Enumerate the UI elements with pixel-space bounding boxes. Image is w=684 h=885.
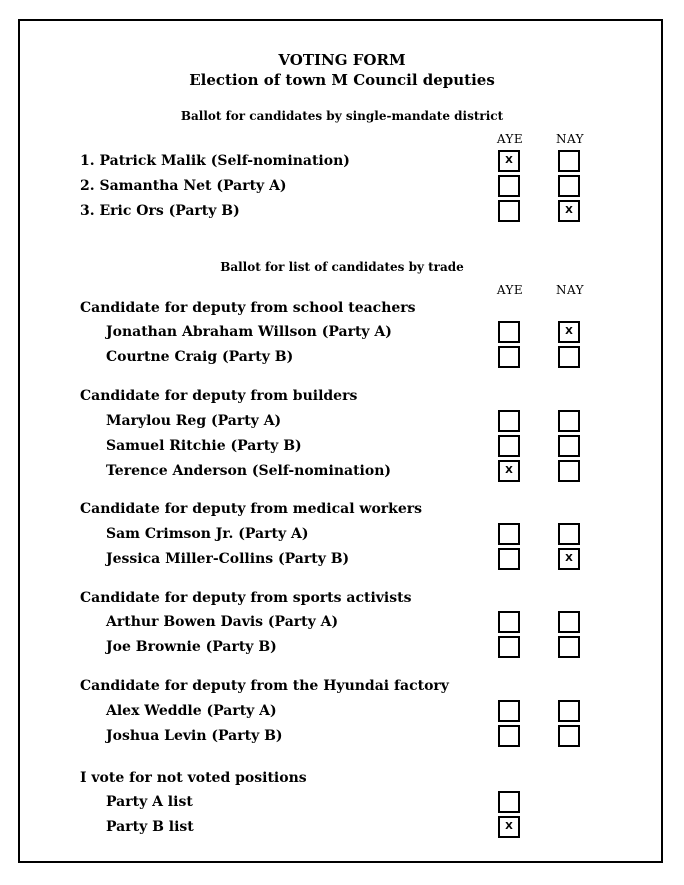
nay-checkbox[interactable]: X: [558, 321, 580, 343]
candidate-row-label: Samuel Ritchie (Party B): [106, 438, 302, 454]
aye-checkbox[interactable]: X: [498, 150, 520, 172]
candidate-row-label: Courtne Craig (Party B): [106, 349, 294, 365]
candidate-row-label: Marylou Reg (Party A): [106, 413, 282, 429]
section-heading-trade: Ballot for list of candidates by trade: [220, 260, 464, 274]
nay-checkbox[interactable]: [558, 435, 580, 457]
candidate-row-label: 3. Eric Ors (Party B): [80, 203, 240, 219]
candidate-row-label: Arthur Bowen Davis (Party A): [106, 614, 339, 630]
nay-checkbox[interactable]: [558, 700, 580, 722]
party-list-label: Party A list: [106, 794, 193, 810]
group-heading: Candidate for deputy from the Hyundai factory: [80, 678, 449, 694]
candidate-row-label: Sam Crimson Jr. (Party A): [106, 526, 309, 542]
nay-checkbox[interactable]: [558, 460, 580, 482]
aye-checkbox[interactable]: [498, 523, 520, 545]
group-heading: I vote for not voted positions: [80, 770, 307, 786]
candidate-row-label: Alex Weddle (Party A): [106, 703, 277, 719]
nay-checkbox[interactable]: [558, 725, 580, 747]
aye-checkbox[interactable]: [498, 725, 520, 747]
candidate-row-label: Terence Anderson (Self-nomination): [106, 463, 391, 479]
aye-checkbox[interactable]: [498, 346, 520, 368]
aye-checkbox[interactable]: [498, 791, 520, 813]
nay-checkbox[interactable]: [558, 346, 580, 368]
nay-checkbox[interactable]: [558, 611, 580, 633]
aye-checkbox[interactable]: [498, 410, 520, 432]
candidate-row-label: 1. Patrick Malik (Self-nomination): [80, 153, 350, 169]
party-list-label: Party B list: [106, 819, 194, 835]
nay-checkbox[interactable]: X: [558, 200, 580, 222]
aye-checkbox[interactable]: [498, 175, 520, 197]
aye-checkbox[interactable]: [498, 200, 520, 222]
aye-checkbox[interactable]: X: [498, 816, 520, 838]
nay-checkbox[interactable]: [558, 150, 580, 172]
group-heading: Candidate for deputy from builders: [80, 388, 358, 404]
aye-checkbox[interactable]: [498, 435, 520, 457]
nay-checkbox[interactable]: X: [558, 548, 580, 570]
candidate-row-label: Joe Brownie (Party B): [106, 639, 277, 655]
candidate-row-label: Joshua Levin (Party B): [106, 728, 283, 744]
candidate-row-label: Jessica Miller-Collins (Party B): [106, 551, 350, 567]
section-heading-single: Ballot for candidates by single-mandate district: [180, 109, 504, 123]
column-header-aye: AYE: [496, 283, 524, 297]
group-heading: Candidate for deputy from school teachers: [80, 300, 416, 316]
form-title: VOTING FORM: [278, 51, 406, 69]
nay-checkbox[interactable]: [558, 410, 580, 432]
form-subtitle: Election of town M Council deputies: [189, 71, 495, 89]
nay-checkbox[interactable]: [558, 636, 580, 658]
aye-checkbox[interactable]: [498, 636, 520, 658]
aye-checkbox[interactable]: [498, 611, 520, 633]
aye-checkbox[interactable]: [498, 321, 520, 343]
group-heading: Candidate for deputy from sports activists: [80, 590, 412, 606]
group-heading: Candidate for deputy from medical workers: [80, 501, 423, 517]
nay-checkbox[interactable]: [558, 523, 580, 545]
candidate-row-label: 2. Samantha Net (Party A): [80, 178, 287, 194]
nay-checkbox[interactable]: [558, 175, 580, 197]
aye-checkbox[interactable]: [498, 548, 520, 570]
column-header-aye: AYE: [496, 132, 524, 146]
column-header-nay: NAY: [555, 132, 585, 146]
aye-checkbox[interactable]: X: [498, 460, 520, 482]
column-header-nay: NAY: [555, 283, 585, 297]
candidate-row-label: Jonathan Abraham Willson (Party A): [106, 324, 392, 340]
aye-checkbox[interactable]: [498, 700, 520, 722]
